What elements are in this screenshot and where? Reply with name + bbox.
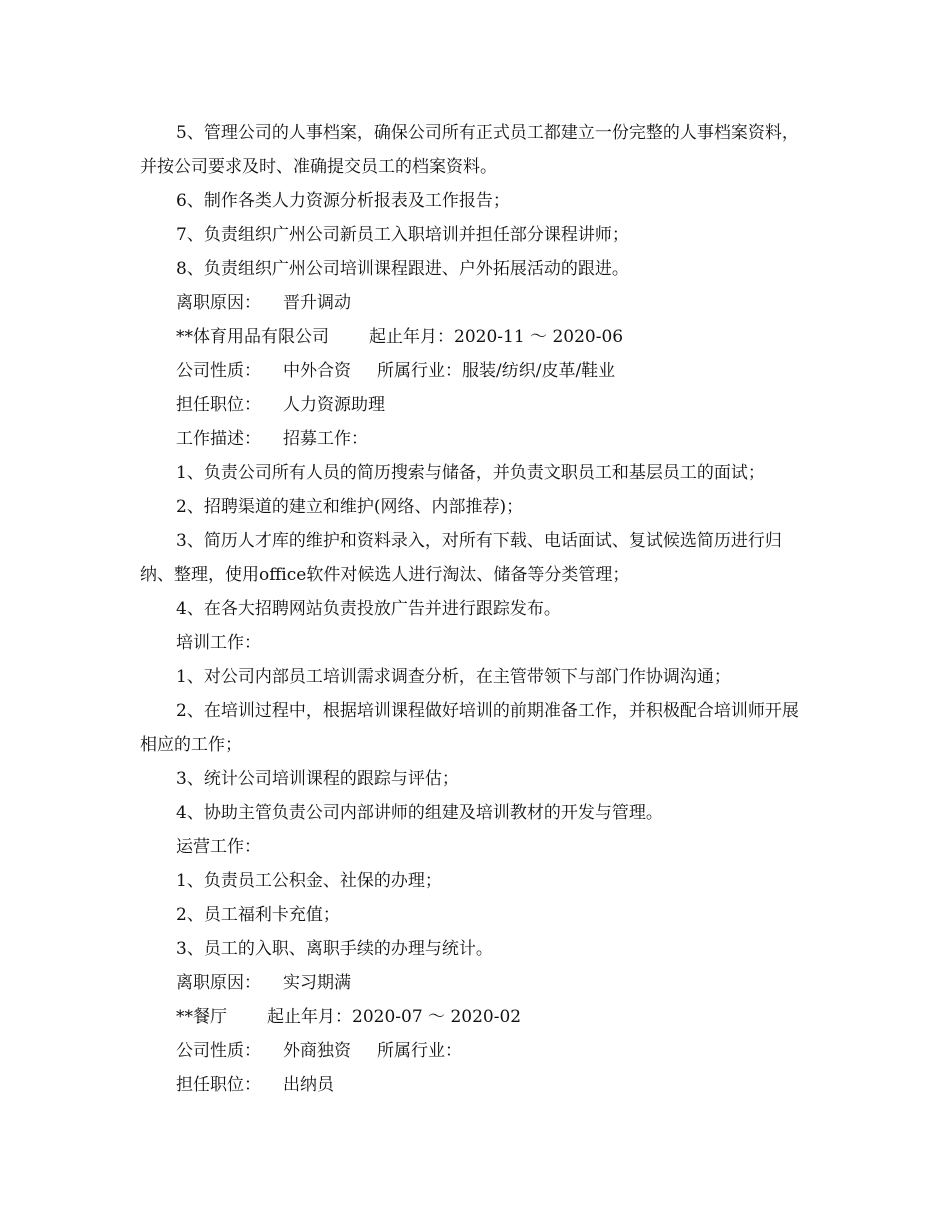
position-label: 担任职位： bbox=[176, 1075, 261, 1095]
position-value: 出纳员 bbox=[283, 1075, 334, 1095]
company-nature-value: 外商独资 bbox=[283, 1041, 351, 1061]
recruit-item-1: 1、负责公司所有人员的简历搜索与储备，并负责文职员工和基层员工的面试； bbox=[176, 463, 765, 483]
industry-label: 所属行业： bbox=[377, 361, 462, 381]
job-description-label: 工作描述： bbox=[176, 429, 261, 449]
leave-reason-label: 离职原因： bbox=[176, 973, 261, 993]
leave-reason-value: 实习期满 bbox=[283, 973, 351, 993]
company-nature-label: 公司性质： bbox=[176, 1041, 261, 1061]
training-item-3: 3、统计公司培训课程的跟踪与评估； bbox=[176, 769, 459, 789]
duty-item-8: 8、负责组织广州公司培训课程跟进、户外拓展活动的跟进。 bbox=[176, 259, 629, 279]
position-row-2 bbox=[140, 1068, 812, 1102]
period-label: 起止年月： bbox=[369, 327, 454, 347]
industry-value: 服装/纺织/皮革/鞋业 bbox=[462, 361, 616, 381]
industry-label: 所属行业： bbox=[377, 1041, 462, 1061]
operations-item-2: 2、员工福利卡充值； bbox=[176, 905, 340, 925]
duty-item-7: 7、负责组织广州公司新员工入职培训并担任部分课程讲师； bbox=[176, 225, 629, 245]
position-value: 人力资源助理 bbox=[283, 395, 385, 415]
document-body bbox=[140, 116, 812, 1102]
company-row-2 bbox=[140, 1000, 812, 1034]
job-description-row bbox=[140, 422, 812, 456]
operations-item-1: 1、负责员工公积金、社保的办理； bbox=[176, 871, 442, 891]
position-label: 担任职位： bbox=[176, 395, 261, 415]
company-nature-row-2 bbox=[140, 1034, 812, 1068]
company-row-1 bbox=[140, 320, 812, 354]
period-label: 起止年月： bbox=[267, 1007, 352, 1027]
position-row-1 bbox=[140, 388, 812, 422]
company-nature-label: 公司性质： bbox=[176, 361, 261, 381]
recruit-item-4: 4、在各大招聘网站负责投放广告并进行跟踪发布。 bbox=[176, 599, 561, 619]
training-item-2: 2、在培训过程中，根据培训课程做好培训的前期准备工作，并积极配合培训师开展相应的工作； bbox=[140, 701, 799, 755]
training-item-1: 1、对公司内部员工培训需求调查分析，在主管带领下与部门作协调沟通； bbox=[176, 667, 731, 687]
operations-heading: 运营工作： bbox=[176, 837, 261, 857]
operations-item-3: 3、员工的入职、离职手续的办理与统计。 bbox=[176, 939, 493, 959]
recruit-item-3: 3、简历人才库的维护和资料录入，对所有下载、电话面试、复试候选简历进行归纳、整理，使用office软件对候选人进行淘汰、储备等分类管理； bbox=[140, 531, 782, 585]
duty-item-5: 5、管理公司的人事档案，确保公司所有正式员工都建立一份完整的人事档案资料，并按公司要求及时、准确提交员工的档案资料。 bbox=[140, 123, 799, 177]
period-value: 2020-07 ～ 2020-02 bbox=[352, 1007, 522, 1027]
period-value: 2020-11 ～ 2020-06 bbox=[454, 327, 624, 347]
leave-reason-value: 晋升调动 bbox=[283, 293, 351, 313]
job-description-value: 招募工作： bbox=[283, 429, 368, 449]
duty-item-6: 6、制作各类人力资源分析报表及工作报告； bbox=[176, 191, 510, 211]
training-heading: 培训工作： bbox=[176, 633, 261, 653]
company-name: **体育用品有限公司 bbox=[176, 327, 329, 347]
company-nature-value: 中外合资 bbox=[283, 361, 351, 381]
company-name: **餐厅 bbox=[176, 1007, 227, 1027]
company-nature-row-1 bbox=[140, 354, 812, 388]
leave-reason-row-2 bbox=[140, 966, 812, 1000]
leave-reason-row-1 bbox=[140, 286, 812, 320]
recruit-item-2: 2、招聘渠道的建立和维护(网络、内部推荐)； bbox=[176, 497, 524, 517]
leave-reason-label: 离职原因： bbox=[176, 293, 261, 313]
training-item-4: 4、协助主管负责公司内部讲师的组建及培训教材的开发与管理。 bbox=[176, 803, 663, 823]
